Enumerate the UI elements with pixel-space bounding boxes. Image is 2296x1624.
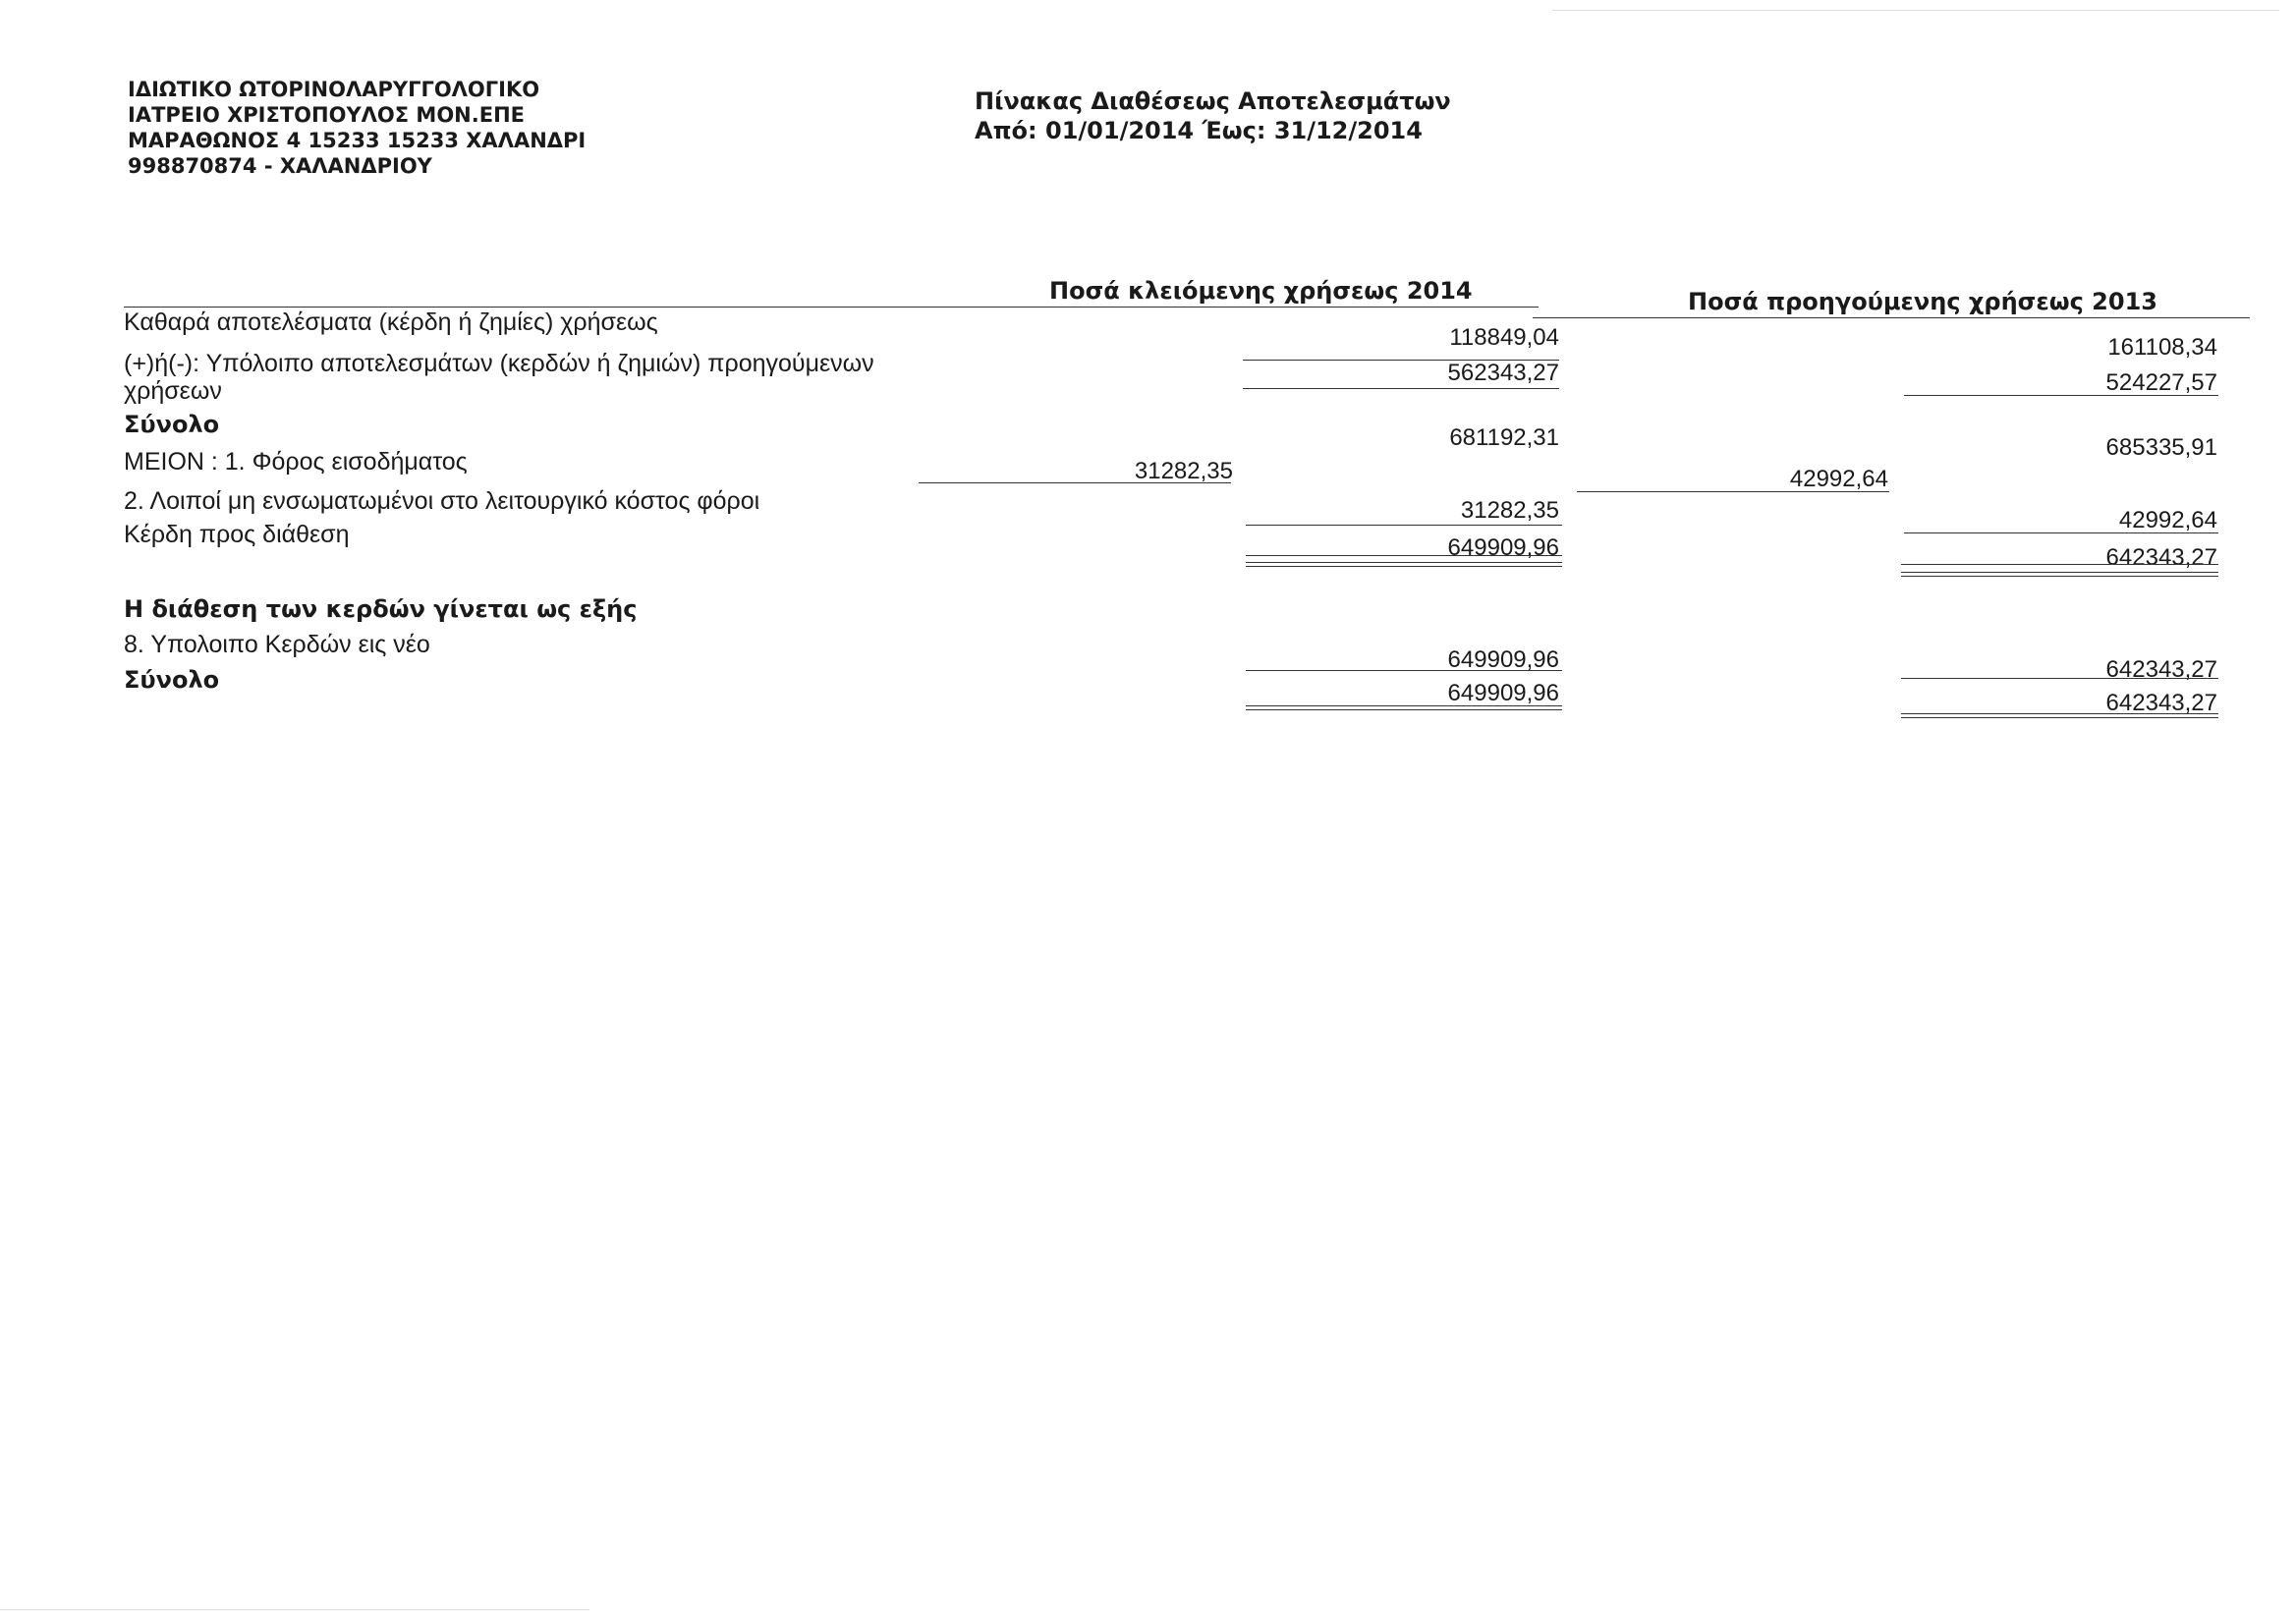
double-rule-distributable-2014 xyxy=(1246,562,1562,567)
value-prior-balance-2013: 524227,57 xyxy=(2105,369,2217,396)
rule-carry-forward-2014 xyxy=(1246,670,1562,671)
value-total-2-2014: 649909,96 xyxy=(1447,680,1559,706)
value-total-1-2014: 681192,31 xyxy=(1449,424,1559,451)
row-label-other-taxes: 2. Λοιποί μη ενσωματωμένοι στο λειτουργικό κόστος φόροι xyxy=(124,487,760,515)
company-name-2: ΙΑΤΡΕΙΟ ΧΡΙΣΤΟΠΟΥΛΟΣ ΜΟΝ.ΕΠΕ xyxy=(128,103,525,127)
row-label-distributable: Κέρδη προς διάθεση xyxy=(124,521,350,548)
rule-below-prior-2014 xyxy=(1243,388,1559,389)
rule-distributable-2013-top xyxy=(1901,564,2218,565)
rule-below-prior-2013 xyxy=(1904,395,2218,396)
document-period: Από: 01/01/2014 Έως: 31/12/2014 xyxy=(975,117,1423,144)
value-net-results-2014: 118849,04 xyxy=(1449,324,1559,351)
value-distributable-2013: 642343,27 xyxy=(2105,544,2217,571)
distribution-heading: Η διάθεση των κερδών γίνεται ως εξής xyxy=(124,595,638,623)
rule-distributable-2014-top xyxy=(1246,555,1562,556)
row-label-income-tax: ΜΕΙΟΝ : 1. Φόρος εισοδήματος xyxy=(124,448,468,476)
row-label-total-2: Σύνολο xyxy=(124,666,220,694)
row-label-prior-balance-2: χρήσεων xyxy=(124,377,222,405)
value-net-results-2013: 161108,34 xyxy=(2107,334,2217,361)
rule-carry-forward-2013 xyxy=(1901,678,2218,679)
scan-edge-top xyxy=(1552,10,2279,11)
value-carry-forward-2014: 649909,96 xyxy=(1447,646,1559,673)
header-rule-right xyxy=(1533,317,2250,318)
value-total-2-2013: 642343,27 xyxy=(2105,690,2217,716)
column-header-previous: Ποσά προηγούμενης χρήσεως 2013 xyxy=(1688,288,2157,315)
rule-other-taxes-2013 xyxy=(1904,532,2218,533)
company-address: ΜΑΡΑΘΩΝΟΣ 4 15233 15233 ΧΑΛΑΝΔΡΙ xyxy=(128,129,587,152)
value-carry-forward-2013: 642343,27 xyxy=(2105,656,2217,683)
column-header-current: Ποσά κλειόμενης χρήσεως 2014 xyxy=(1049,277,1473,305)
document-title-block xyxy=(975,86,1451,145)
value-income-tax-2013: 42992,64 xyxy=(1789,466,1888,492)
value-distributable-2014: 649909,96 xyxy=(1447,534,1559,561)
value-prior-balance-2014: 562343,27 xyxy=(1447,360,1559,386)
double-rule-distributable-2013 xyxy=(1901,572,2218,577)
company-tax-info: 998870874 - ΧΑΛΑΝΔΡΙΟΥ xyxy=(128,154,432,178)
row-label-carry-forward: 8. Υπολοιπο Κερδών εις νέο xyxy=(124,631,430,658)
rule-other-taxes-2014 xyxy=(1246,525,1562,526)
company-header xyxy=(128,77,586,179)
company-name: ΙΔΙΩΤΙΚΟ ΩΤΟΡΙΝΟΛΑΡΥΓΓΟΛΟΓΙΚΟ xyxy=(128,78,540,101)
double-rule-total-2013 xyxy=(1901,713,2218,718)
value-other-taxes-2013: 42992,64 xyxy=(2118,507,2217,533)
scan-edge-bottom xyxy=(0,1609,589,1610)
row-label-net-results: Καθαρά αποτελέσματα (κέρδη ή ζημίες) χρήσεως xyxy=(124,308,658,336)
row-label-prior-balance-1: (+)ή(-): Υπόλοιπο αποτελεσμάτων (κερδών ή ζημιών) προηγούμενων xyxy=(124,350,874,377)
value-other-taxes-2014: 31282,35 xyxy=(1460,497,1559,524)
value-income-tax-2014: 31282,35 xyxy=(1134,458,1233,484)
double-rule-total-2014 xyxy=(1246,705,1562,710)
row-label-total-1: Σύνολο xyxy=(124,411,220,438)
document-title: Πίνακας Διαθέσεως Αποτελεσμάτων xyxy=(975,87,1451,115)
header-rule-left xyxy=(124,307,1539,308)
value-total-1-2013: 685335,91 xyxy=(2105,434,2217,461)
